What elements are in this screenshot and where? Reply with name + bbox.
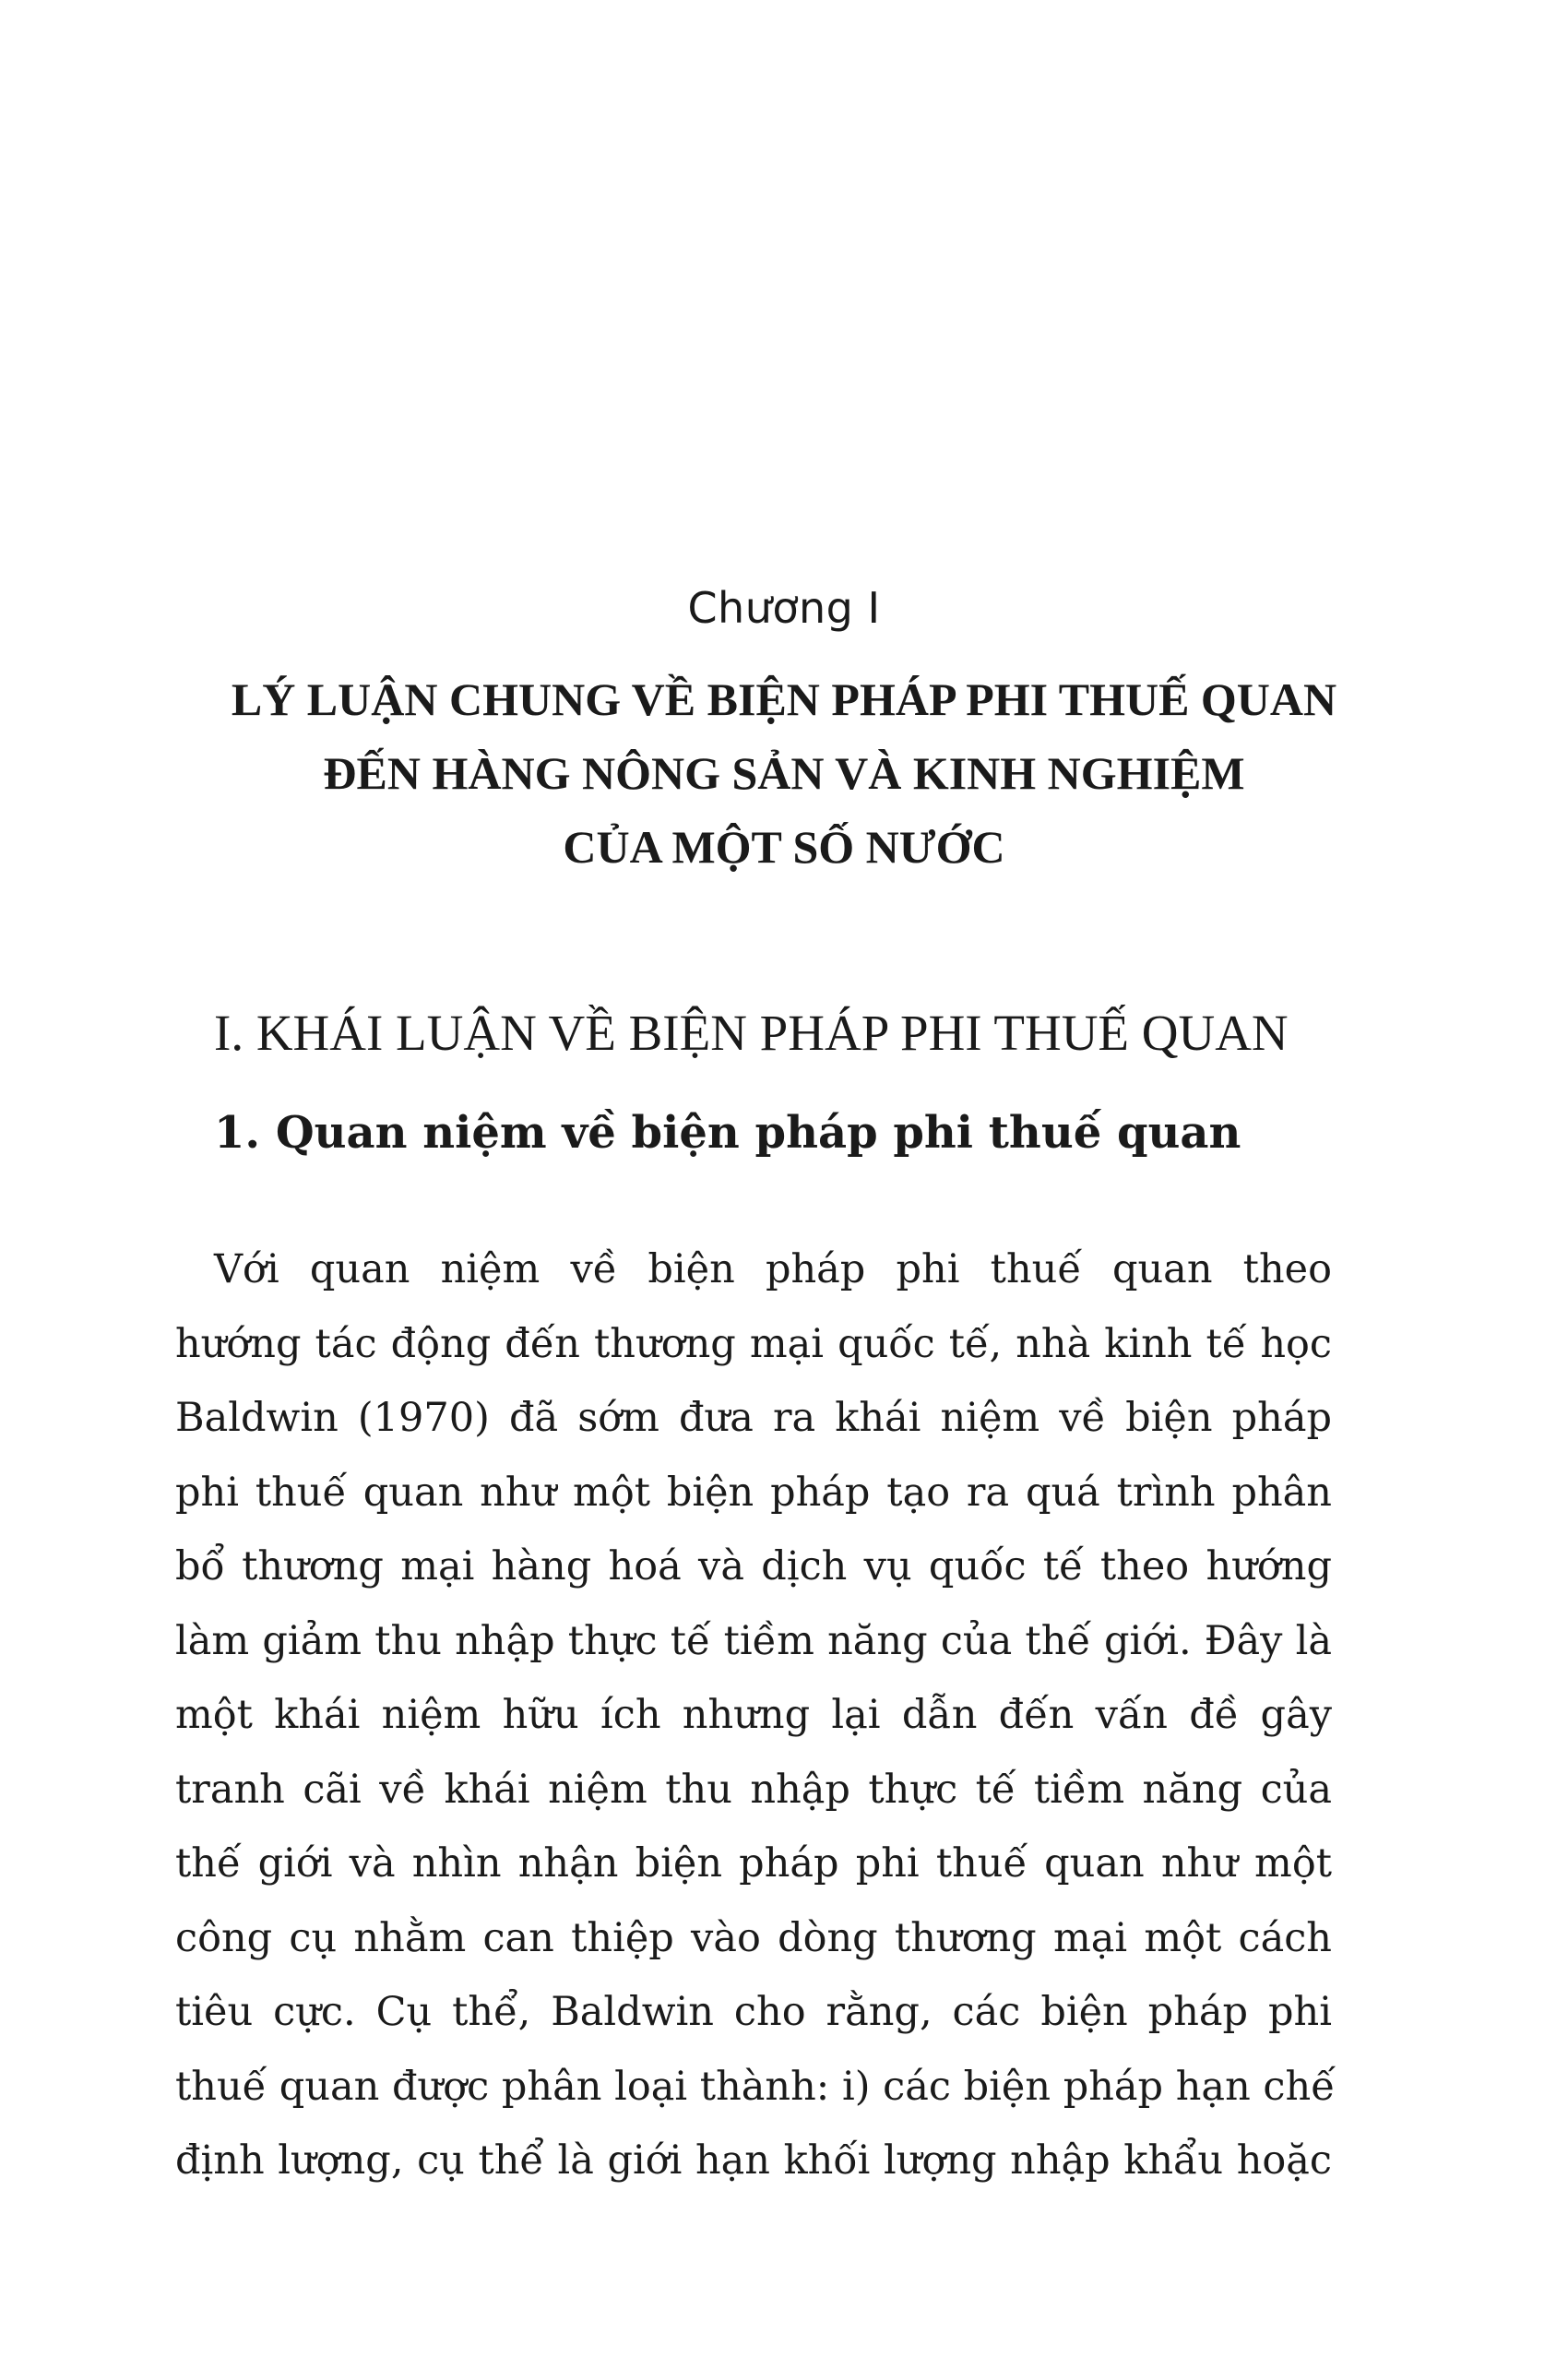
- chapter-title: [92, 662, 1476, 884]
- body-line: hướng tác động đến thương mại quốc tế, nhà kinh tế học: [175, 1320, 1332, 1367]
- chapter-title-line: CỦA MỘT SỐ NƯỚC: [563, 821, 1005, 873]
- subsection-heading: 1. Quan niệm về biện pháp phi thuế quan: [214, 1107, 1241, 1159]
- chapter-label: Chương I: [687, 583, 881, 633]
- body-paragraph: [175, 1232, 1336, 2198]
- body-line: tiêu cực. Cụ thể, Baldwin cho rằng, các biện pháp phi: [175, 1989, 1332, 2035]
- chapter-title-line: LÝ LUẬN CHUNG VỀ BIỆN PHÁP PHI THUẾ QUAN: [231, 673, 1337, 725]
- chapter-title-line: ĐẾN HÀNG NÔNG SẢN VÀ KINH NGHIỆM: [323, 747, 1245, 799]
- body-line: công cụ nhằm can thiệp vào dòng thương mại một cách: [175, 1914, 1332, 1961]
- body-line: phi thuế quan như một biện pháp tạo ra quá trình phân: [175, 1469, 1332, 1516]
- body-line: tranh cãi về khái niệm thu nhập thực tế tiềm năng của: [175, 1766, 1332, 1813]
- body-line: định lượng, cụ thể là giới hạn khối lượng nhập khẩu hoặc: [175, 2137, 1332, 2184]
- body-line: một khái niệm hữu ích nhưng lại dẫn đến vấn đề gây: [175, 1692, 1332, 1738]
- body-line: làm giảm thu nhập thực tế tiềm năng của thế giới. Đây là: [175, 1617, 1332, 1664]
- body-line: Với quan niệm về biện pháp phi thuế quan theo: [214, 1246, 1332, 1292]
- body-line: thuế quan được phân loại thành: i) các biện pháp hạn chế: [175, 2063, 1336, 2110]
- section-heading: I. KHÁI LUẬN VỀ BIỆN PHÁP PHI THUẾ QUAN: [214, 1005, 1289, 1061]
- body-line: thế giới và nhìn nhận biện pháp phi thuế quan như một: [175, 1840, 1332, 1887]
- body-line: Baldwin (1970) đã sớm đưa ra khái niệm về biện pháp: [175, 1395, 1332, 1441]
- body-line: bổ thương mại hàng hoá và dịch vụ quốc tế theo hướng: [175, 1543, 1332, 1589]
